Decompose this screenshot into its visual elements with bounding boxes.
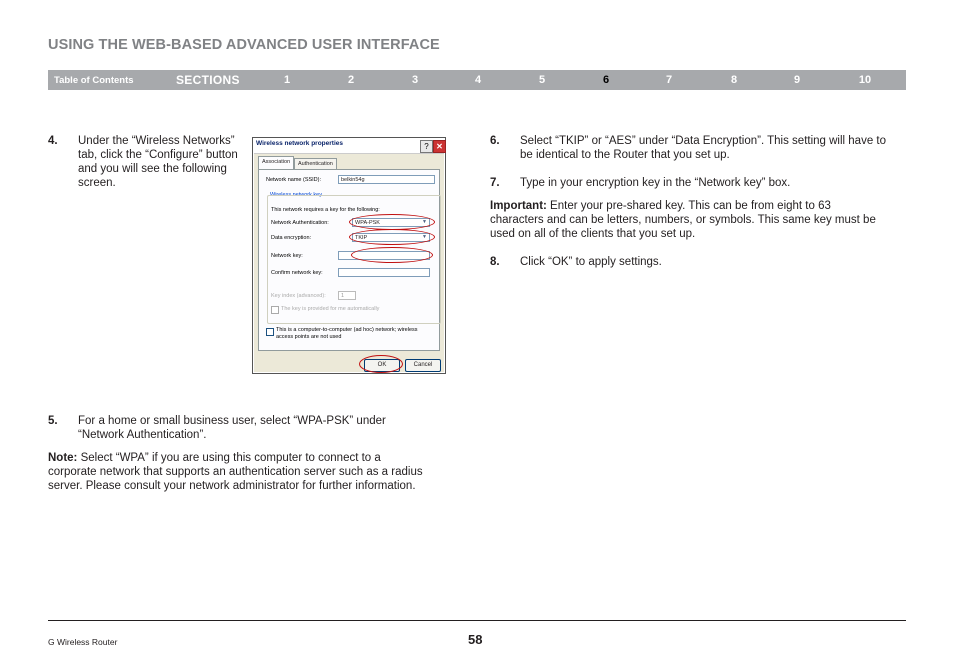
step-number: 5. <box>48 415 58 427</box>
ssid-label: Network name (SSID): <box>266 177 322 183</box>
step-text: Type in your encryption key in the “Network key” box. <box>520 177 791 189</box>
step-number: 6. <box>490 135 500 147</box>
highlight-circle-ok <box>359 355 403 373</box>
important-paragraph <box>490 199 885 241</box>
section-link-1[interactable]: 1 <box>283 74 291 86</box>
section-link-3[interactable]: 3 <box>411 74 419 86</box>
tab-authentication[interactable]: Authentication <box>294 158 337 169</box>
section-link-4[interactable]: 4 <box>474 74 482 86</box>
section-link-2[interactable]: 2 <box>347 74 355 86</box>
page-header-title: USING THE WEB-BASED ADVANCED USER INTERFACE <box>48 37 440 53</box>
chevron-down-icon: ▼ <box>422 234 427 240</box>
step-text: For a home or small business user, select “WPA-PSK” under “Network Authentication”. <box>78 415 386 441</box>
section-link-9[interactable]: 9 <box>793 74 801 86</box>
chevron-down-icon: ▼ <box>422 219 427 225</box>
sections-label: SECTIONS <box>176 73 240 87</box>
network-key-label: Network key: <box>271 253 303 259</box>
section-link-10[interactable]: 10 <box>858 74 872 86</box>
highlight-circle-auth <box>349 214 435 230</box>
table-of-contents-link[interactable]: Table of Contents <box>54 75 134 86</box>
auto-key-checkbox[interactable] <box>271 306 279 314</box>
section-link-7[interactable]: 7 <box>665 74 673 86</box>
note-text: Select “WPA” if you are using this computer to connect to a corporate network that supports an authentication server such as a radius server. Please consult your network administrator for further information. <box>48 452 423 492</box>
dialog-title: Wireless network properties <box>256 140 343 147</box>
step-text: Select “TKIP” or “AES” under “Data Encryption”. This setting will have to be identical to the Router that you set up. <box>520 135 887 161</box>
footer-divider <box>48 620 906 621</box>
auth-label: Network Authentication: <box>271 220 329 226</box>
step-number: 8. <box>490 256 500 268</box>
important-text: Enter your pre-shared key. This can be from eight to 63 characters and can be letters, numbers, or symbols. This same key must be used on all of the clients that you set up. <box>490 200 876 240</box>
tab-association[interactable]: Association <box>258 156 294 169</box>
confirm-key-input[interactable] <box>338 268 430 277</box>
highlight-circle-encryption <box>349 229 435 245</box>
step-number: 4. <box>48 135 58 147</box>
dialog-body <box>254 154 444 372</box>
encryption-label: Data encryption: <box>271 235 312 241</box>
section-nav-bar <box>48 70 906 90</box>
auto-key-label: The key is provided for me automatically <box>281 306 380 312</box>
note-label: Note: <box>48 452 78 464</box>
key-index-stepper[interactable]: 1 <box>338 291 356 300</box>
section-link-6[interactable]: 6 <box>602 74 610 86</box>
dialog-titlebar <box>254 139 444 154</box>
key-index-label: Key index (advanced): <box>271 293 326 299</box>
adhoc-checkbox[interactable] <box>266 328 274 336</box>
step-text: Under the “Wireless Networks” tab, click the “Configure” button and you will see the following screen. <box>78 135 238 189</box>
requires-key-text: This network requires a key for the following: <box>271 207 380 213</box>
highlight-circle-key <box>351 247 433 263</box>
wireless-properties-dialog <box>252 137 446 374</box>
cancel-button[interactable]: Cancel <box>405 359 441 372</box>
footer-product-name: G Wireless Router <box>48 637 118 647</box>
encryption-value: TKIP <box>355 235 368 241</box>
help-icon[interactable]: ? <box>420 140 433 153</box>
important-label: Important: <box>490 200 547 212</box>
section-link-8[interactable]: 8 <box>730 74 738 86</box>
auth-value: WPA-PSK <box>355 220 380 226</box>
ok-button[interactable]: OK <box>364 359 400 372</box>
note-paragraph <box>48 451 428 493</box>
key-group-title: Wireless network key <box>270 192 322 198</box>
adhoc-label: This is a computer-to-computer (ad hoc) network; wireless access points are not used <box>276 327 418 340</box>
step-text: Click “OK” to apply settings. <box>520 256 662 268</box>
ssid-input[interactable]: belkin54g <box>338 175 435 184</box>
association-panel <box>258 169 440 351</box>
close-icon[interactable]: ✕ <box>433 140 446 153</box>
section-link-5[interactable]: 5 <box>538 74 546 86</box>
step-number: 7. <box>490 177 500 189</box>
confirm-key-label: Confirm network key: <box>271 270 323 276</box>
page-number: 58 <box>468 632 483 647</box>
